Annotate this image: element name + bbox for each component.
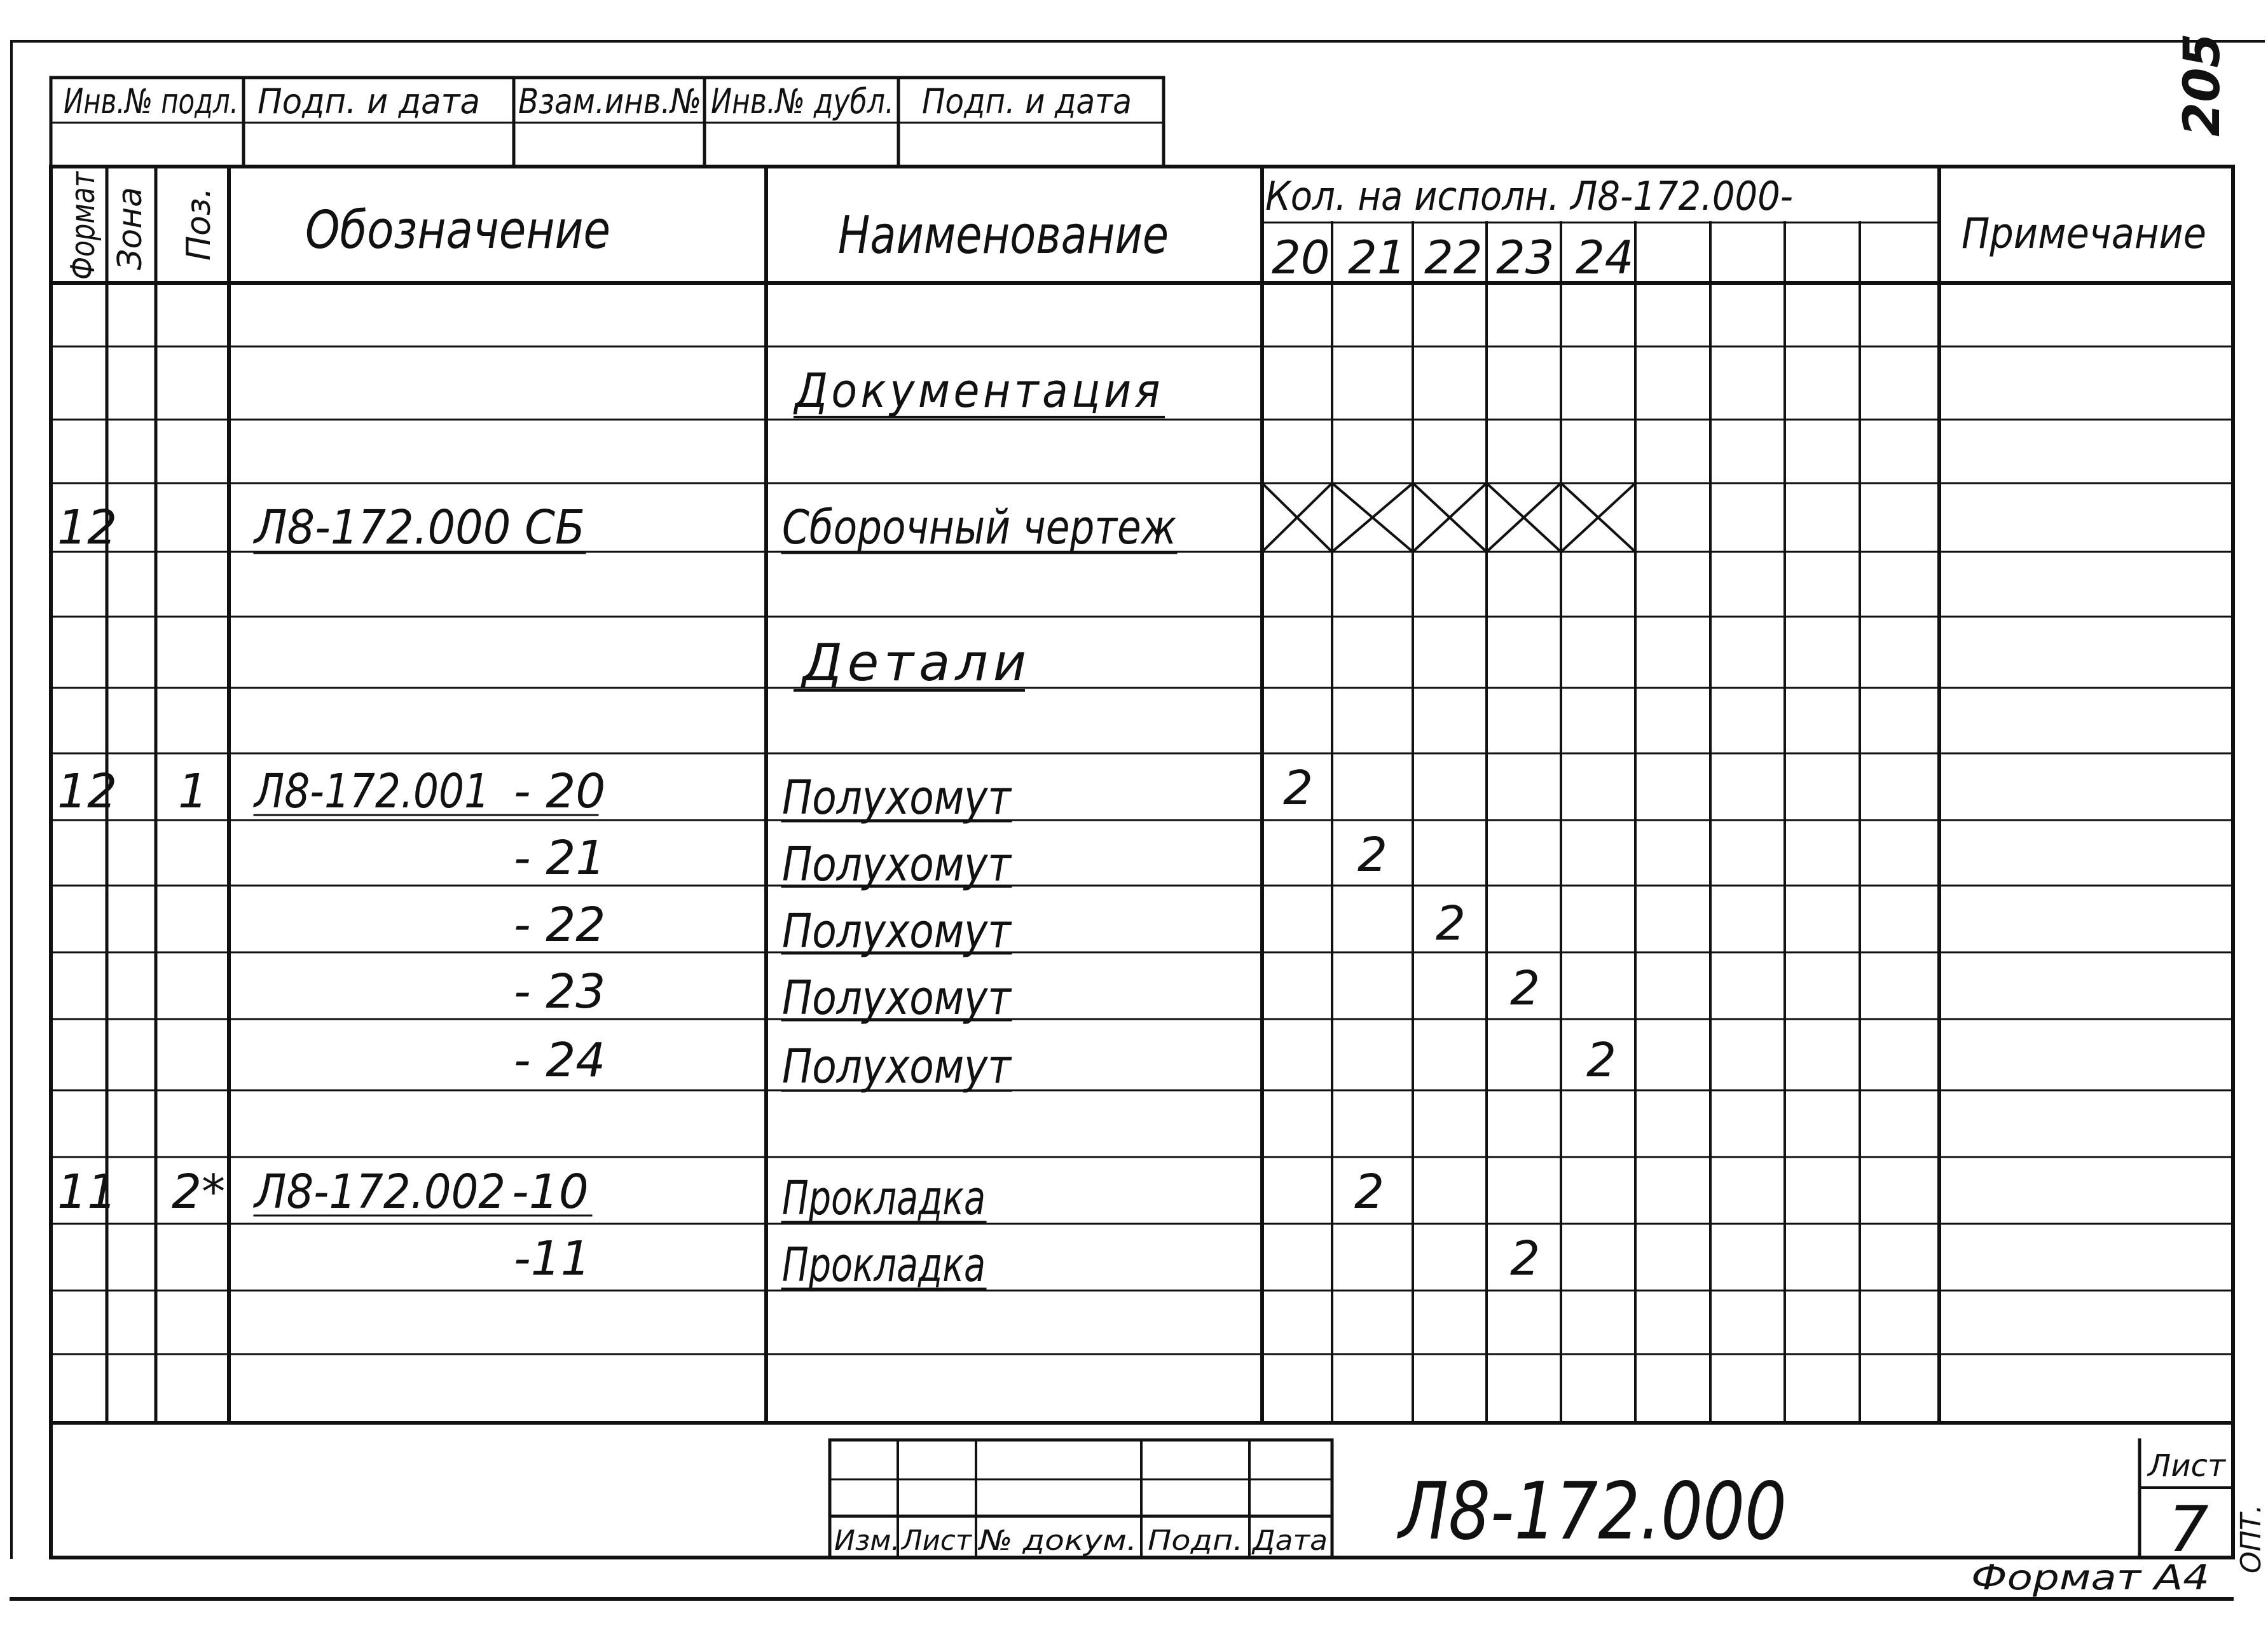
title-label-sheet: Лист bbox=[900, 1524, 973, 1557]
row-designation: Л8-172.002 bbox=[252, 1165, 505, 1219]
row-name: Полухомут bbox=[782, 971, 1012, 1025]
row-name: Полухомут bbox=[782, 771, 1012, 825]
qty-value: 2 bbox=[1586, 1033, 1617, 1088]
stamp-header-replaced-inv: Взам.инв.№ bbox=[518, 81, 701, 121]
section-documentation: Документация bbox=[793, 364, 1164, 418]
row-suffix: - 21 bbox=[514, 831, 606, 886]
row-designation: Л8-172.001 bbox=[252, 764, 490, 819]
title-label-date: Дата bbox=[1251, 1524, 1328, 1557]
title-label-sign: Подп. bbox=[1148, 1524, 1243, 1557]
row-format: 12 bbox=[57, 500, 118, 555]
header-format: Формат bbox=[64, 146, 102, 280]
header-designation: Обозначение bbox=[305, 200, 610, 261]
stamp-header-dup-inv: Инв.№ дубл. bbox=[711, 81, 894, 121]
stamp-header-sign-date: Подп. и дата bbox=[258, 81, 480, 121]
format-label: Формат А4 bbox=[1971, 1558, 2210, 1598]
row-name: Полухомут bbox=[782, 904, 1012, 959]
row-name: Полухомут bbox=[782, 837, 1012, 892]
row-suffix: - 22 bbox=[514, 898, 606, 952]
qty-col-20: 20 bbox=[1272, 231, 1330, 284]
row-name: Прокладка bbox=[782, 1238, 986, 1292]
row-pos: 1 bbox=[178, 764, 209, 819]
qty-value: 2 bbox=[1436, 896, 1466, 951]
header-name: Наименование bbox=[838, 205, 1169, 266]
section-details: Детали bbox=[800, 633, 1031, 692]
stamp-header-sign-date-2: Подп. и дата bbox=[922, 81, 1132, 121]
title-label-doc-no: № докум. bbox=[977, 1524, 1137, 1557]
row-name: Сборочный чертеж bbox=[782, 500, 1176, 555]
sheet-label: Лист bbox=[2146, 1448, 2227, 1484]
qty-value: 2 bbox=[1357, 828, 1388, 882]
row-name: Полухомут bbox=[782, 1039, 1012, 1094]
corner-page-number: 205 bbox=[2174, 33, 2231, 137]
stamp-header-inv-no: Инв.№ подл. bbox=[64, 81, 238, 121]
header-zone: Зона bbox=[111, 186, 149, 270]
row-suffix: - 23 bbox=[514, 964, 606, 1019]
qty-value: 2 bbox=[1283, 761, 1314, 816]
sheet-number: 7 bbox=[2168, 1492, 2209, 1566]
qty-col-23: 23 bbox=[1496, 231, 1555, 284]
document-code: Л8-172.000 bbox=[1396, 1466, 1787, 1558]
row-suffix: - 20 bbox=[514, 764, 606, 819]
qty-value: 2 bbox=[1510, 1231, 1541, 1286]
row-name: Прокладка bbox=[782, 1171, 986, 1226]
row-suffix: -11 bbox=[514, 1231, 591, 1286]
crossed-qty-cells bbox=[1262, 483, 1635, 552]
qty-col-21: 21 bbox=[1348, 231, 1406, 284]
copy-mark: ОПТ. bbox=[2235, 1504, 2267, 1573]
row-format: 11 bbox=[57, 1165, 118, 1219]
title-label-change: Изм. bbox=[834, 1524, 900, 1557]
header-pos: Поз. bbox=[180, 187, 218, 261]
qty-col-22: 22 bbox=[1424, 231, 1483, 284]
row-designation: Л8-172.000 СБ bbox=[252, 500, 585, 555]
header-qty-group: Кол. на исполн. Л8-172.000- bbox=[1265, 173, 1793, 219]
qty-value: 2 bbox=[1510, 961, 1541, 1016]
row-suffix: - 24 bbox=[514, 1033, 606, 1088]
qty-value: 2 bbox=[1354, 1165, 1385, 1219]
row-format: 12 bbox=[57, 764, 118, 819]
row-pos: 2* bbox=[172, 1165, 226, 1219]
row-suffix: -10 bbox=[512, 1165, 589, 1219]
qty-col-24: 24 bbox=[1576, 231, 1634, 284]
header-note: Примечание bbox=[1962, 209, 2206, 258]
